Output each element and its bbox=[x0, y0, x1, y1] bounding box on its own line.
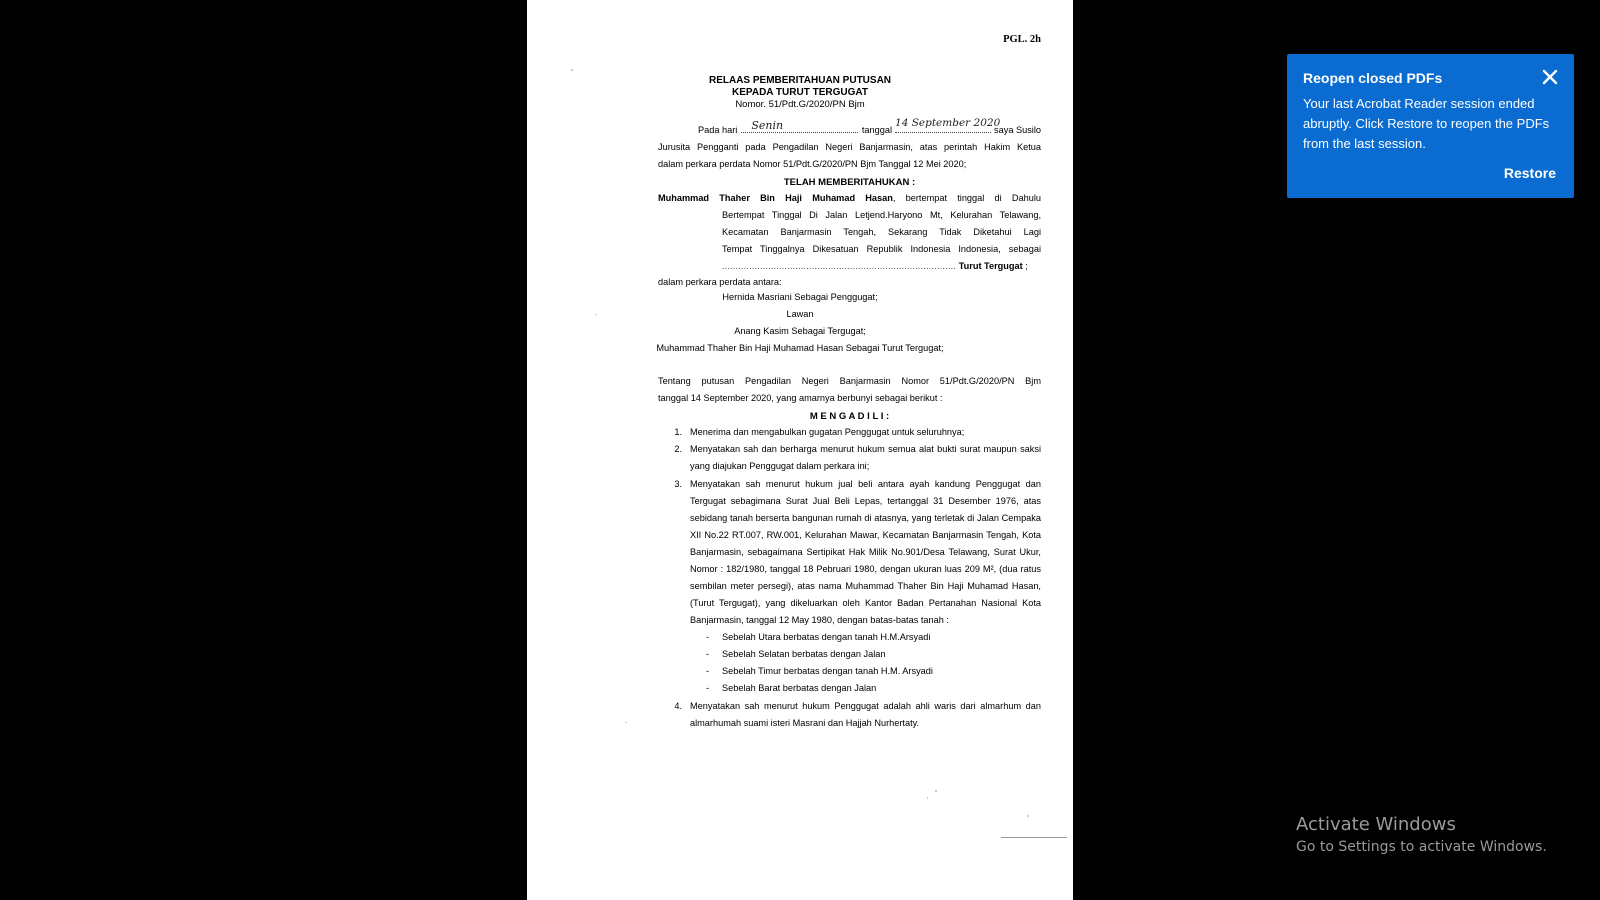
party-versus: Lawan bbox=[786, 309, 814, 319]
list-item bbox=[658, 424, 1041, 441]
verdict-intro bbox=[658, 373, 1041, 407]
opening-line-2: Jurusita Pengganti pada Pengadilan Negeri Banjarmasin, atas perintah Hakim Ketua bbox=[658, 142, 1041, 152]
notification-message: Your last Acrobat Reader session ended abruptly. Click Restore to reopen the PDFs from the last session. bbox=[1303, 96, 1550, 151]
party-plaintiff: Hernida Masriani Sebagai Penggugat; bbox=[722, 292, 878, 302]
recipient-line-2: Bertempat Tinggal Di Jalan Letjend.Haryono Mt, Kelurahan Telawang, bbox=[722, 210, 1041, 220]
watermark-subtitle: Go to Settings to activate Windows. bbox=[1296, 839, 1547, 855]
notified-heading: TELAH MEMBERITAHUKAN : bbox=[783, 177, 916, 188]
page-code: PGL. 2h bbox=[1003, 34, 1041, 45]
recipient-role: Turut Tergugat bbox=[958, 261, 1023, 271]
handwritten-date: 14 September 2020 bbox=[895, 117, 1001, 129]
opening-line-3: dalam perkara perdata Nomor 51/Pdt.G/2020/PN Bjm Tanggal 12 Mei 2020; bbox=[658, 159, 967, 169]
party-co-defendant: Muhammad Thaher Bin Haji Muhamad Hasan Sebagai Turut Tergugat; bbox=[656, 343, 944, 353]
list-item-text: Menyatakan sah dan berharga menurut hukum semua alat bukti surat maupun saksi yang diajukan Penggugat dalam perkara ini; bbox=[690, 444, 1041, 471]
boundary-item bbox=[658, 680, 1041, 697]
list-item-number: 4. bbox=[674, 701, 682, 711]
boundary-dash: - bbox=[706, 632, 710, 642]
case-between: dalam perkara perdata antara: bbox=[658, 277, 782, 287]
boundary-text: Sebelah Selatan berbatas dengan Jalan bbox=[722, 649, 886, 659]
scan-speck bbox=[571, 69, 573, 71]
list-item-text: Menerima dan mengabulkan gugatan Penggugat untuk seluruhnya; bbox=[690, 427, 965, 437]
verdict-intro-2: tanggal 14 September 2020, yang amarnya berbunyi sebagai berikut : bbox=[658, 393, 943, 403]
doc-title: RELAAS PEMBERITAHUAN PUTUSAN bbox=[708, 75, 892, 86]
boundary-text: Sebelah Timur berbatas dengan tanah H.M. Arsyadi bbox=[722, 666, 933, 676]
recipient-line-3: Kecamatan Banjarmasin Tengah, Sekarang Tidak Diketahui Lagi bbox=[722, 227, 1041, 237]
doc-number: Nomor. 51/Pdt.G/2020/PN Bjm bbox=[735, 99, 865, 110]
scan-speck bbox=[935, 790, 937, 792]
boundary-text: Sebelah Utara berbatas dengan tanah H.M.Arsyadi bbox=[722, 632, 931, 642]
boundary-item bbox=[658, 646, 1041, 663]
doc-subtitle: KEPADA TURUT TERGUGAT bbox=[732, 87, 868, 98]
recipient-dots: ...................................................................................... bbox=[722, 262, 957, 271]
list-item-text: Menyatakan sah menurut hukum Penggugat adalah ahli waris dari almarhum dan almarhumah suami isteri Masrani dan Hajjah Nurhertaty. bbox=[690, 701, 1041, 728]
list-item bbox=[658, 476, 1041, 629]
tanggal-label: tanggal bbox=[861, 125, 893, 135]
boundary-item bbox=[658, 629, 1041, 646]
list-item bbox=[658, 698, 1041, 732]
boundary-dash: - bbox=[706, 683, 710, 693]
pdf-page bbox=[527, 0, 1073, 900]
boundary-dash: - bbox=[706, 649, 710, 659]
recipient-end: ; bbox=[1022, 261, 1028, 271]
recipient-line1-rest: , bertempat tinggal di Dahulu bbox=[892, 193, 1042, 203]
close-icon[interactable] bbox=[1540, 67, 1560, 87]
verdict-intro-1: Tentang putusan Pengadilan Negeri Banjarmasin Nomor 51/Pdt.G/2020/PN Bjm bbox=[658, 376, 1041, 386]
verdict-list bbox=[658, 424, 1041, 732]
list-item-number: 2. bbox=[674, 444, 682, 454]
boundary-text: Sebelah Barat berbatas dengan Jalan bbox=[722, 683, 877, 693]
boundary-dash: - bbox=[706, 666, 710, 676]
list-item-number: 3. bbox=[674, 479, 682, 489]
opening-paragraph bbox=[658, 117, 1041, 173]
activation-watermark bbox=[1296, 814, 1547, 855]
list-item-text: Menyatakan sah menurut hukum jual beli antara ayah kandung Penggugat dan Tergugat sebagimana Surat Jual Beli Lepas, tertanggal 31 Desember 1976, atas sebidang tanah berserta bangunan rumah di atasnya, yang terletak di Jalan Cempaka XII No.22 RT.007, RW.001, Kelurahan Mawar, Kecamatan Banjarmasin Tengah, Kota Banjarmasin, sebagaimana Sertipikat Hak Milik No.901/Desa Telawang, Surat Ukur, Nomor : 182/1980, tanggal 18 Pebruari 1980, dengan ukuran luas 209 M², (dua ratus sembilan meter persegi), atas nama Muhammad Thaher Bin Haji Muhamad Hasan, (Turut Tergugat), yang dikeluarkan oleh Kantor Badan Pertanahan Nasional Kota Banjarmasin, tanggal 12 May 1980, dengan batas-batas tanah : bbox=[690, 479, 1041, 625]
restore-button[interactable]: Restore bbox=[1503, 165, 1556, 181]
mengadili-heading: M E N G A D I L I : bbox=[809, 411, 890, 422]
scan-speck bbox=[1027, 815, 1029, 817]
pada-hari-label: Pada hari bbox=[698, 125, 738, 135]
saya-label: saya Susilo bbox=[994, 125, 1041, 135]
notification-title: Reopen closed PDFs bbox=[1303, 70, 1443, 86]
scan-speck bbox=[595, 314, 597, 315]
list-item bbox=[658, 441, 1041, 475]
scan-speck bbox=[927, 797, 928, 799]
watermark-title: Activate Windows bbox=[1296, 814, 1456, 835]
recipient-block bbox=[658, 190, 1041, 275]
boundary-item bbox=[658, 663, 1041, 680]
recipient-name: Muhammad Thaher Bin Haji Muhamad Hasan bbox=[658, 193, 893, 203]
party-defendant: Anang Kasim Sebagai Tergugat; bbox=[734, 326, 866, 336]
recipient-line-4: Tempat Tinggalnya Dikesatuan Republik Indonesia Indonesia, sebagai bbox=[722, 244, 1041, 254]
handwritten-day: Senin bbox=[751, 119, 784, 132]
list-item-number: 1. bbox=[674, 427, 682, 437]
scan-line bbox=[1001, 837, 1067, 838]
scan-speck bbox=[625, 722, 627, 723]
reopen-notification bbox=[1287, 54, 1574, 198]
